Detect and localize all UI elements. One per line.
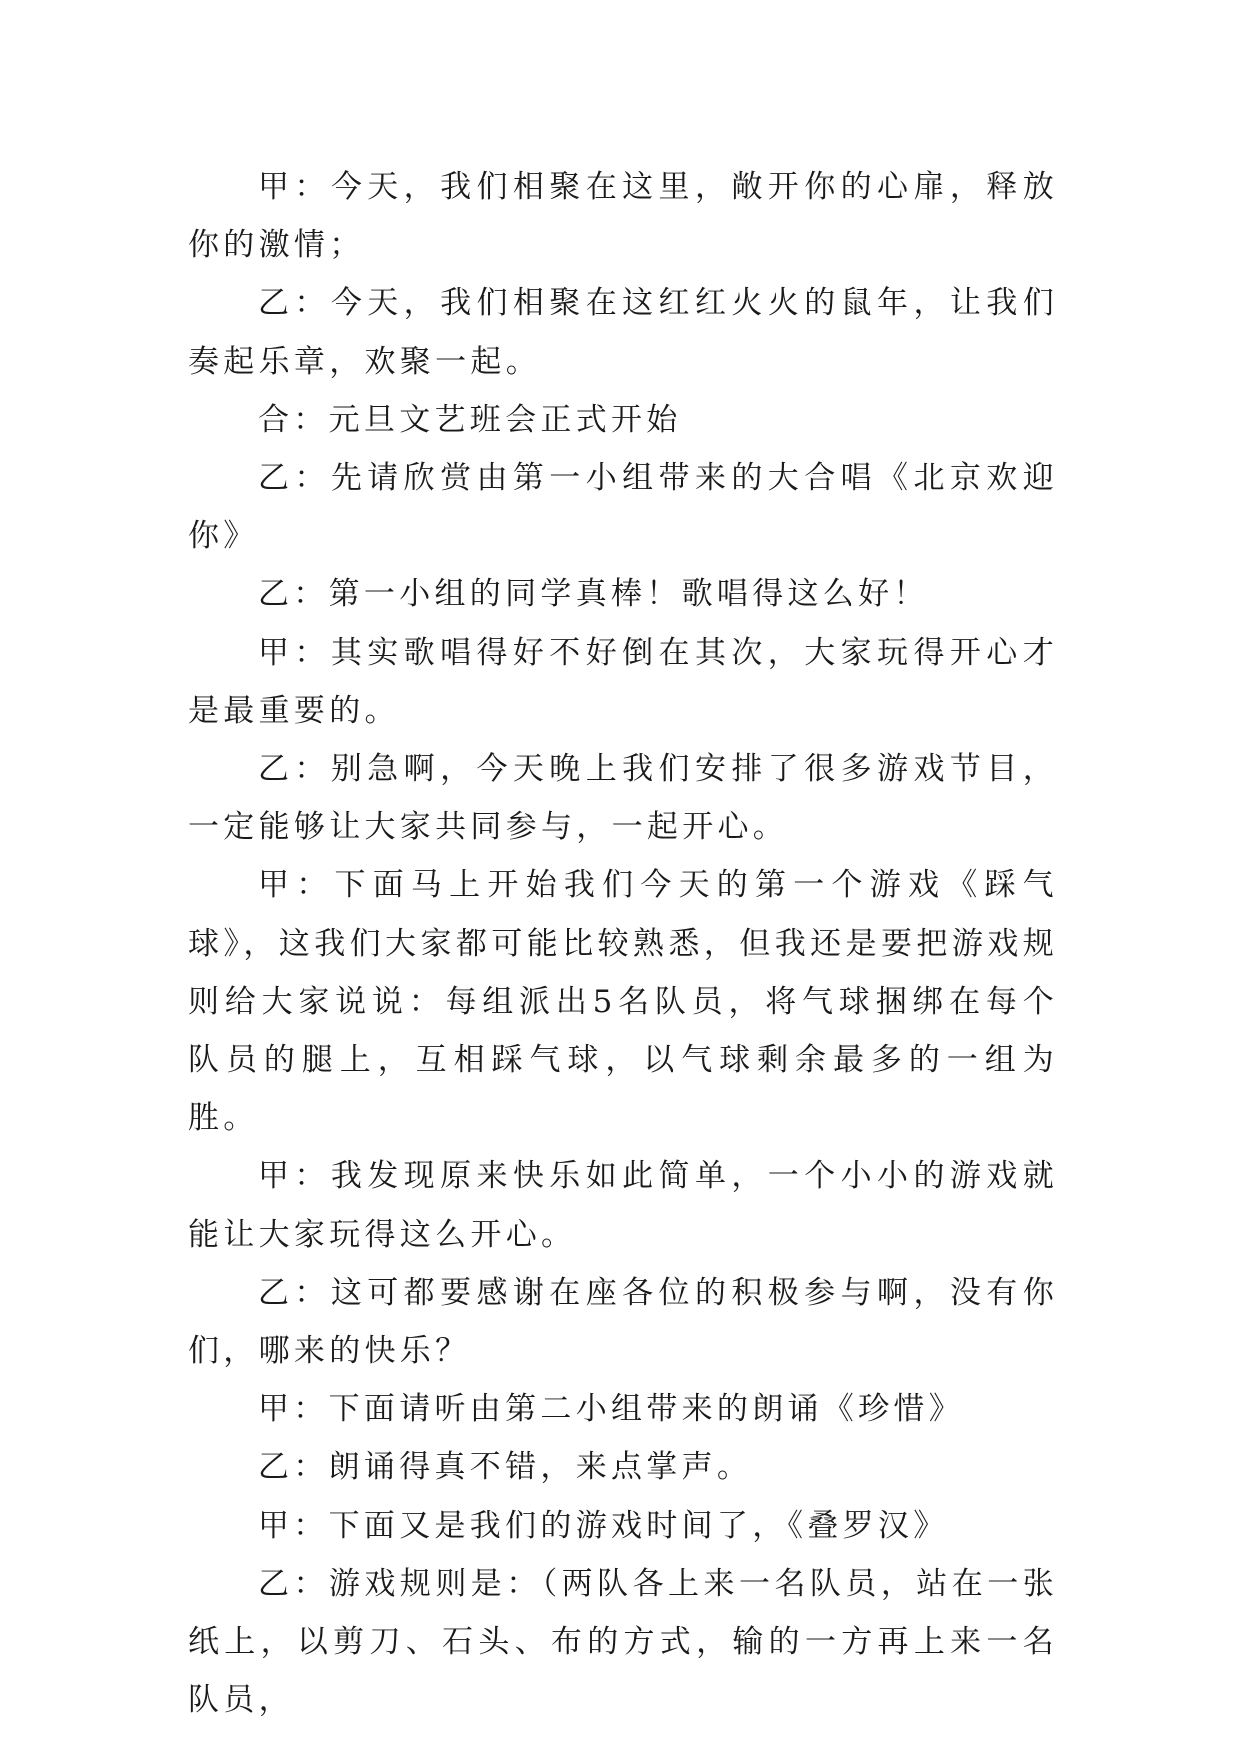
paragraph: 甲：下面又是我们的游戏时间了，《叠罗汉》 [258,1507,949,1544]
paragraph: 乙：朗诵得真不错，来点掌声。 [258,1449,753,1486]
paragraph: 甲：下面请听由第二小组带来的朗诵《珍惜》 [258,1391,964,1428]
paragraph: 乙：先请欣赏由第一小组带来的大合唱《北京欢迎你》 [188,460,1058,555]
paragraph: 甲：其实歌唱得好不好倒在其次，大家玩得开心才是最重要的。 [188,634,1058,729]
paragraph: 乙：今天，我们相聚在这红红火火的鼠年，让我们奏起乐章，欢聚一起。 [188,285,1058,380]
paragraph: 甲：今天，我们相聚在这里，敞开你的心扉，释放你的激情； [188,169,1058,264]
paragraph: 乙：这可都要感谢在座各位的积极参与啊，没有你们，哪来的快乐？ [188,1274,1058,1370]
document-body [188,158,1058,1729]
paragraph: 乙：第一小组的同学真棒！歌唱得这么好！ [258,576,929,613]
paragraph: 甲：我发现原来快乐如此简单，一个小小的游戏就能让大家玩得这么开心。 [188,1158,1058,1253]
paragraph: 甲：下面马上开始我们今天的第一个游戏《踩气球》，这我们大家都可能比较熟悉，但我还是要把游戏规则给大家说说：每组派出5名队员，将气球捆绑在每个队员的腿上，互相踩气球，以气球剩余最多的一组为胜。 [188,867,1058,1137]
paragraph: 合：元旦文艺班会正式开始 [258,401,682,438]
paragraph: 乙：游戏规则是：（两队各上来一名队员，站在一张纸上，以剪刀、石头、布的方式，输的一方再上来一名队员， [188,1565,1058,1719]
paragraph: 乙：别急啊，今天晚上我们安排了很多游戏节目，一定能够让大家共同参与，一起开心。 [188,751,1058,846]
